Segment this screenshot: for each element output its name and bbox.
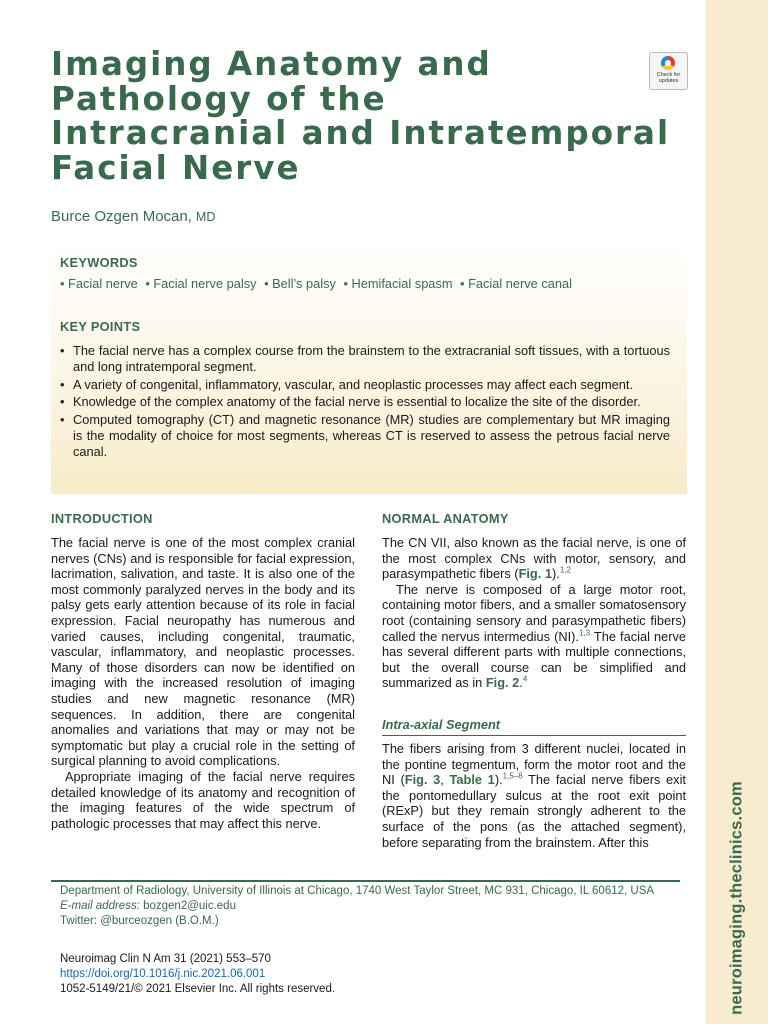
badge-label-line1: Check for	[656, 72, 681, 78]
key-points-list	[60, 343, 670, 461]
footer-divider	[51, 880, 680, 882]
paragraph-text: The facial nerve has several different parts with multiple connections, but the overall course can be simplified and summarized as in	[382, 628, 686, 691]
reference-link[interactable]: 1,3	[578, 628, 591, 638]
badge-label-line2: updates	[658, 78, 679, 84]
citation-block	[60, 952, 335, 997]
keyword: • Facial nerve palsy	[145, 276, 256, 291]
title-line-4: Facial Nerve	[51, 148, 301, 187]
intra-axial-paragraph	[382, 741, 686, 850]
paragraph-text: ,	[440, 772, 450, 788]
normal-anatomy-paragraph-2	[382, 582, 686, 691]
introduction-paragraph-1: The facial nerve is one of the most complex cranial nerves (CNs) and is responsible for facial expression, lacrimation, salivation, and taste. It is also one of the most commonly paralyzed nerves in the body and its palsy gets early attention because of its role in facial expression. Facial neuropathy has numerous and varied causes, including congenital, traumatic, vascular, inflammatory, and neoplastic processes. Many of those disorders can now be identified on imaging with the increased resolution of imaging studies and new magnetic resonance (MR) sequences. In addition, there are congenital anomalies and variations that may or may not be symptomatic but play a crucial role in the setting of surgical planning to avoid complications.	[51, 535, 355, 769]
keywords-heading: KEYWORDS	[60, 255, 138, 270]
intra-axial-heading: Intra-axial Segment	[382, 717, 501, 732]
paragraph-text: The CN VII, also known as the facial nerve, is one of the most complex CNs with motor, sensory, and parasympathetic fibers (	[382, 535, 686, 582]
title-line-1: Imaging Anatomy and	[51, 45, 492, 83]
affiliation-department: Department of Radiology, University of Illinois at Chicago, 1740 West Taylor Street, MC 931, Chicago, IL 60612, USA	[60, 885, 655, 897]
figure-link[interactable]: Fig. 2	[485, 675, 520, 691]
key-point: • A variety of congenital, inflammatory, vascular, and neoplastic processes may affect each segment.	[60, 377, 670, 393]
paragraph-text: The fibers arising from 3 different nuclei, located in the pontine tegmentum, form the motor root and the NI (	[382, 741, 686, 788]
introduction-heading: INTRODUCTION	[51, 511, 153, 526]
key-point: • Computed tomography (CT) and magnetic resonance (MR) studies are complementary but MR imaging is the modality of choice for most segments, whereas CT is reserved to assess the petrous facial nerve canal.	[60, 412, 670, 460]
paragraph-text: .	[519, 675, 523, 691]
table-link[interactable]: Table 1	[449, 772, 495, 788]
title-line-3: Intracranial and Intratemporal	[51, 114, 671, 152]
badge-label	[650, 72, 687, 84]
normal-anatomy-heading: NORMAL ANATOMY	[382, 511, 509, 526]
journal-citation: Neuroimag Clin N Am 31 (2021) 553–570	[60, 953, 271, 965]
introduction-body	[51, 535, 355, 831]
introduction-paragraph-2: Appropriate imaging of the facial nerve requires detailed knowledge of its anatomy and recognition of the imaging features of the wide spectrum of pathologic processes that may affect this nerve.	[51, 768, 355, 831]
affiliation-twitter: Twitter: @burceozgen (B.O.M.)	[60, 915, 219, 927]
email-label: E-mail address:	[60, 900, 140, 912]
paragraph-text: ).	[494, 772, 503, 788]
paragraph-text: ).	[551, 566, 560, 582]
check-updates-icon	[661, 56, 675, 70]
key-points-heading: KEY POINTS	[60, 319, 141, 334]
check-for-updates-button[interactable]	[649, 52, 688, 90]
normal-anatomy-body	[382, 535, 686, 691]
paragraph-text: The nerve is composed of a large motor root, containing motor fibers, and a smaller somatosensory root (containing sensory and parasympathetic fibers) called the nervus intermedius (NI).	[382, 581, 686, 644]
subheading-rule	[382, 735, 686, 736]
paragraph-text: The facial nerve fibers exit the pontomedullary sulcus at the root exit point (RExP) but they remain strongly adherent to the surface of the pons (as the attached segment), before separating from the brainstem. After this	[382, 772, 686, 850]
key-point: • Knowledge of the complex anatomy of the facial nerve is essential to localize the site of the disorder.	[60, 394, 670, 410]
keyword: • Facial nerve canal	[460, 276, 572, 291]
keyword: • Hemifacial spasm	[343, 276, 452, 291]
doi-link[interactable]: https://doi.org/10.1016/j.nic.2021.06.001	[60, 968, 266, 980]
keywords-list	[60, 276, 680, 291]
reference-link[interactable]: 1,5–8	[502, 771, 523, 781]
intra-axial-body	[382, 741, 686, 850]
journal-url[interactable]: neuroimaging.theclinics.com	[727, 781, 746, 1015]
figure-link[interactable]: Fig. 1	[518, 566, 552, 582]
figure-link[interactable]: Fig. 3	[404, 772, 441, 788]
author-degree: MD	[195, 210, 216, 224]
title-line-2: Pathology of the	[51, 79, 387, 118]
keyword: • Bell’s palsy	[264, 276, 336, 291]
affiliation-email	[60, 899, 680, 914]
author-line	[51, 208, 215, 225]
reference-link[interactable]: 1,2	[559, 565, 571, 575]
author-name: Burce Ozgen Mocan,	[51, 208, 192, 225]
article-title	[51, 47, 691, 185]
email-link[interactable]: bozgen2@uic.edu	[143, 900, 236, 912]
key-point: • The facial nerve has a complex course from the brainstem to the extracranial soft tissues, with a tortuous and long intratemporal segment.	[60, 343, 670, 375]
normal-anatomy-paragraph-1	[382, 535, 686, 582]
keyword: • Facial nerve	[60, 276, 138, 291]
copyright-line: 1052-5149/21/© 2021 Elsevier Inc. All rights reserved.	[60, 983, 336, 995]
reference-link[interactable]: 4	[522, 675, 528, 685]
affiliation-block	[60, 884, 680, 929]
